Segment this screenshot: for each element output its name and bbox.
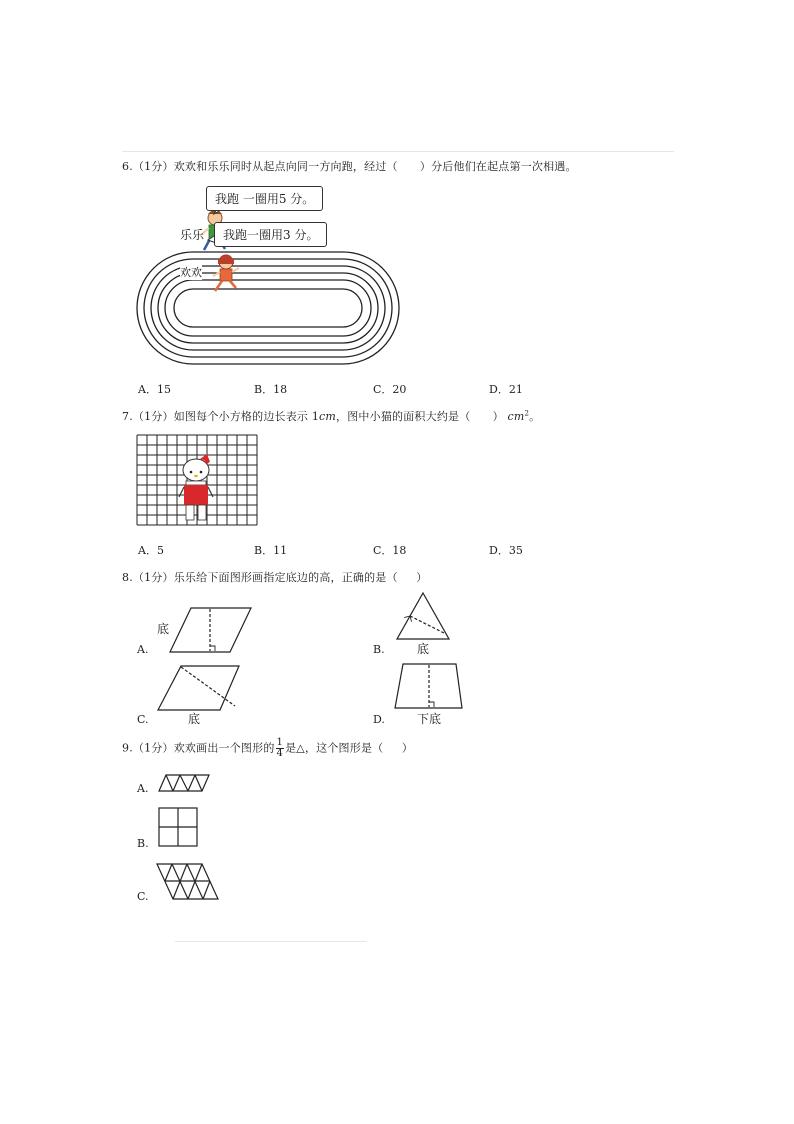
q6-option-b[interactable]: B．18 [254,383,288,396]
q9-option-c[interactable]: C. [137,890,149,903]
q7-option-c[interactable]: C．18 [373,544,407,557]
q9-c-triangle-lattice [157,864,218,899]
q8-option-d[interactable]: D. [373,713,385,726]
q8-option-c[interactable]: C. [137,713,149,726]
fraction-one-quarter: $\frac{1}{4}$ [276,737,284,759]
q8-c-label-base: 底 [188,712,201,726]
question-6-stem: 6.（1分）欢欢和乐乐同时从起点向同一方向跑，经过（ ）分后他们在起点第一次相遇。 [122,160,577,173]
speech-bubble-lele: 我跑 一圈用5 分。 [206,186,323,211]
label-lele: 乐乐 [180,228,205,242]
q8-b-label-base: 底 [417,642,430,656]
q7-option-d[interactable]: D．35 [489,544,523,557]
q9-b-square-grid [159,808,197,846]
speech-bubble-huanhuan: 我跑一圈用3 分。 [214,222,327,247]
question-7-stem: 7.（1分）如图每个小方格的边长表示 1cm，图中小猫的面积大约是（ ） $cm^2$。 [122,409,541,423]
q9-option-a[interactable]: A. [137,782,149,795]
q7-option-a[interactable]: A．5 [138,544,164,557]
label-huanhuan: 欢欢 [180,266,202,279]
q8-d-label-base: 下底 [417,712,442,726]
bottom-rule [175,941,367,942]
question-9-stem: 9.（1分）欢欢画出一个图形的 $\frac{1}{4}$ 是△，这个图形是（ ） [122,737,414,759]
q9-a-triangle-strip [159,775,209,791]
q8-option-b[interactable]: B. [373,643,385,656]
q8-option-a[interactable]: A. [137,643,149,656]
q7-option-b[interactable]: B．11 [254,544,288,557]
q8-a-label-base: 底 [157,622,170,636]
q9-option-b[interactable]: B. [137,837,149,850]
q6-option-d[interactable]: D．21 [489,383,523,396]
question-8-stem: 8.（1分）乐乐给下面图形画指定底边的高，正确的是（ ） [122,571,428,584]
q6-option-c[interactable]: C．20 [373,383,407,396]
q6-option-a[interactable]: A．15 [138,383,171,396]
